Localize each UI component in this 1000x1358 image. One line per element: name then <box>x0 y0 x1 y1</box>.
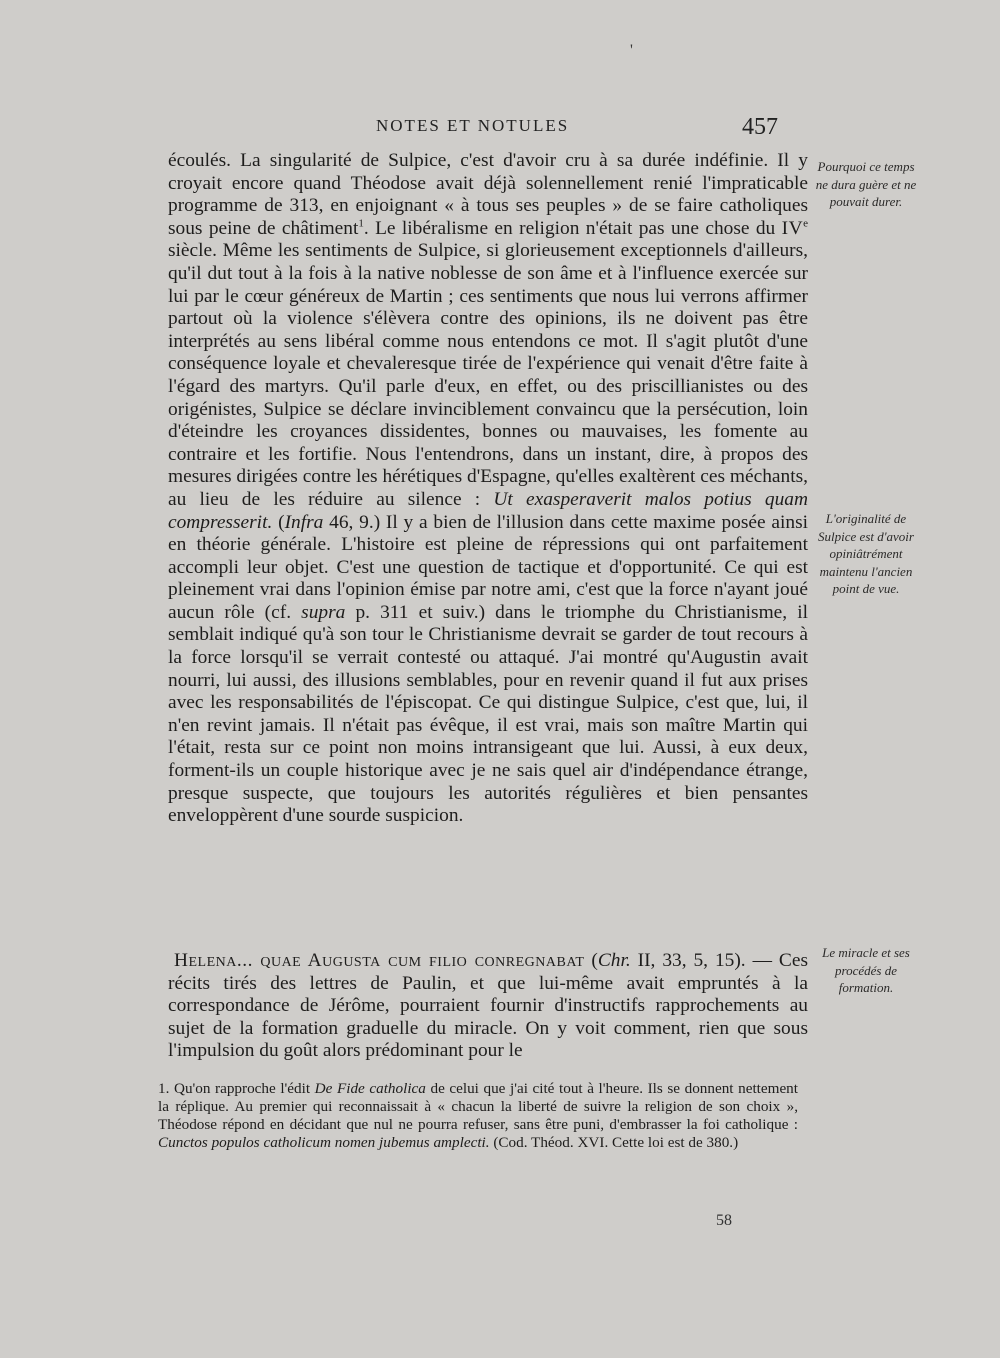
margin-note-3: Le miracle et ses procédés de formation. <box>822 945 910 995</box>
text-run: . Le libéralisme en religion n'était pas une chose du <box>363 217 782 239</box>
small-caps-run: IV <box>781 217 804 239</box>
text-run: ( <box>584 950 598 971</box>
text-run: siècle. Même les sentiments de Sulpice, si glorieusement exceptionnels d'ailleurs, qu'il dut tout à la fois à la native noblesse de son âme et à l'influence exercée sur lui par le cœur généreux de Martin ; ces sentiments que nous lui verrons affirmer partout où la violence s'élèvera contre des opinions, ils ne doivent pas être interprétés au sens libéral comme nous entendons ce mot. Il s'agit plutôt d'une conséquence loyale et chevaleresque tirée de l'expérience qui venait d'être faite à l'égard des martyrs. Qu'il parle d'eux, en effet, ou des priscillianistes ou des origénistes, Sulpice se déclare invinciblement convaincu que la persécution, loin d'éteindre les croyances dissidentes, bonnes ou mauvaises, les fomente au contraire et les fortifie. Nous l'entendrons, dans un instant, dire, à propos des mesures dirigées contre les hérétiques d'Espagne, qu'elles exaltèrent ces méchants, au lieu de les réduire au silence : <box>168 240 808 510</box>
margin-note-1: Pourquoi ce temps ne dura guère et ne pouvait durer. <box>815 159 917 209</box>
italic-run: Chr. <box>597 950 631 971</box>
text-run: 46, 9.) Il y a bien de l'illusion dans cette maxime posée ainsi en théorie générale. L'histoire est pleine de répressions qui ont parfaitement accompli leur objet. C'est une question de tactique et d'opportunité. Ce qui est pleinement vrai dans l'opinion émise par notre ami, c'est que la force n'ayant joué aucun rôle (cf. <box>168 511 808 623</box>
text-run: II, 33, 5, 15). — Ces récits tirés des lettres de Paulin, et que lui-même avait empruntés à la correspondance de Jérôme, pourraient fournir d'instructifs rapprochements au sujet de la formation graduelle du miracle. On y voit comment, rien que sous l'impulsion du goût alors prédominant pour le <box>168 950 808 1062</box>
top-mark: ' <box>630 42 633 59</box>
body-paragraph-2 <box>168 950 808 1063</box>
text-run: ( <box>272 511 285 533</box>
superscript-run: 1 <box>358 217 364 230</box>
text-run: 1. Qu'on rapproche l'édit <box>158 1080 315 1097</box>
body-paragraph-1 <box>168 150 808 828</box>
text-run: écoulés. La singularité de Sulpice, c'est d'avoir cru à sa durée indéfinie. Il y croyait encore quand Théodose avait déjà solennellement renié l'impraticable programme de 313, en enjoignant « à tous ses peuples » de se faire catholiques sous peine de châtiment <box>168 150 808 239</box>
italic-run: supra <box>301 601 346 623</box>
signature-mark: 58 <box>716 1212 732 1229</box>
running-head: NOTES ET NOTULES <box>376 116 570 135</box>
text-run: de celui que j'ai cité tout à l'heure. Ils se donnent nettement la réplique. Au premier qui reconnaissait à « chacun la liberté de suivre la religion de son choix », Théodose répond en décidant que nul ne pourra refuser, sans être puni, d'embrasser la foi catholique : <box>158 1080 798 1133</box>
small-caps-run: Helena... quae Augusta cum filio conregnabat <box>174 950 585 971</box>
superscript-run: e <box>803 217 808 230</box>
italic-run: Infra <box>284 511 324 533</box>
italic-run: Cunctos populos catholicum nomen jubemus amplecti. <box>158 1134 490 1151</box>
italic-run: Ut exasperaverit malos potius quam compresserit. <box>168 488 809 533</box>
footnote <box>158 1080 798 1152</box>
text-run: p. 311 et suiv.) dans le triomphe du Christianisme, il semblait indiqué qu'à son tour le Christianisme devrait se garder de tout recours à la force lorsqu'il se verrait contesté ou attaqué. J'ai montré qu'Augustin avait nourri, lui aussi, des illusions semblables, pour en revenir quand il fut aux prises avec les responsabilités de l'épiscopat. Ce qui distingue Sulpice, c'est que, lui, il n'en revint jamais. Il n'était pas évêque, il est vrai, mais son maître Martin qui l'était, resta sur ce point non moins intransigeant que lui. Aussi, à eux deux, forment-ils un couple historique avec je ne sais quel air d'indépendance étrange, presque suspecte, que toujours les autorités régulières et bien pensantes enveloppèrent d'une sourde suspicion. <box>168 601 808 827</box>
page-number: 457 <box>742 114 778 140</box>
italic-run: De Fide catholica <box>314 1080 426 1097</box>
text-run: (Cod. Théod. XVI. Cette loi est de 380.) <box>489 1134 739 1151</box>
margin-note-2: L'originalité de Sulpice est d'avoir opiniâtrément maintenu l'ancien point de vue. <box>818 511 914 596</box>
